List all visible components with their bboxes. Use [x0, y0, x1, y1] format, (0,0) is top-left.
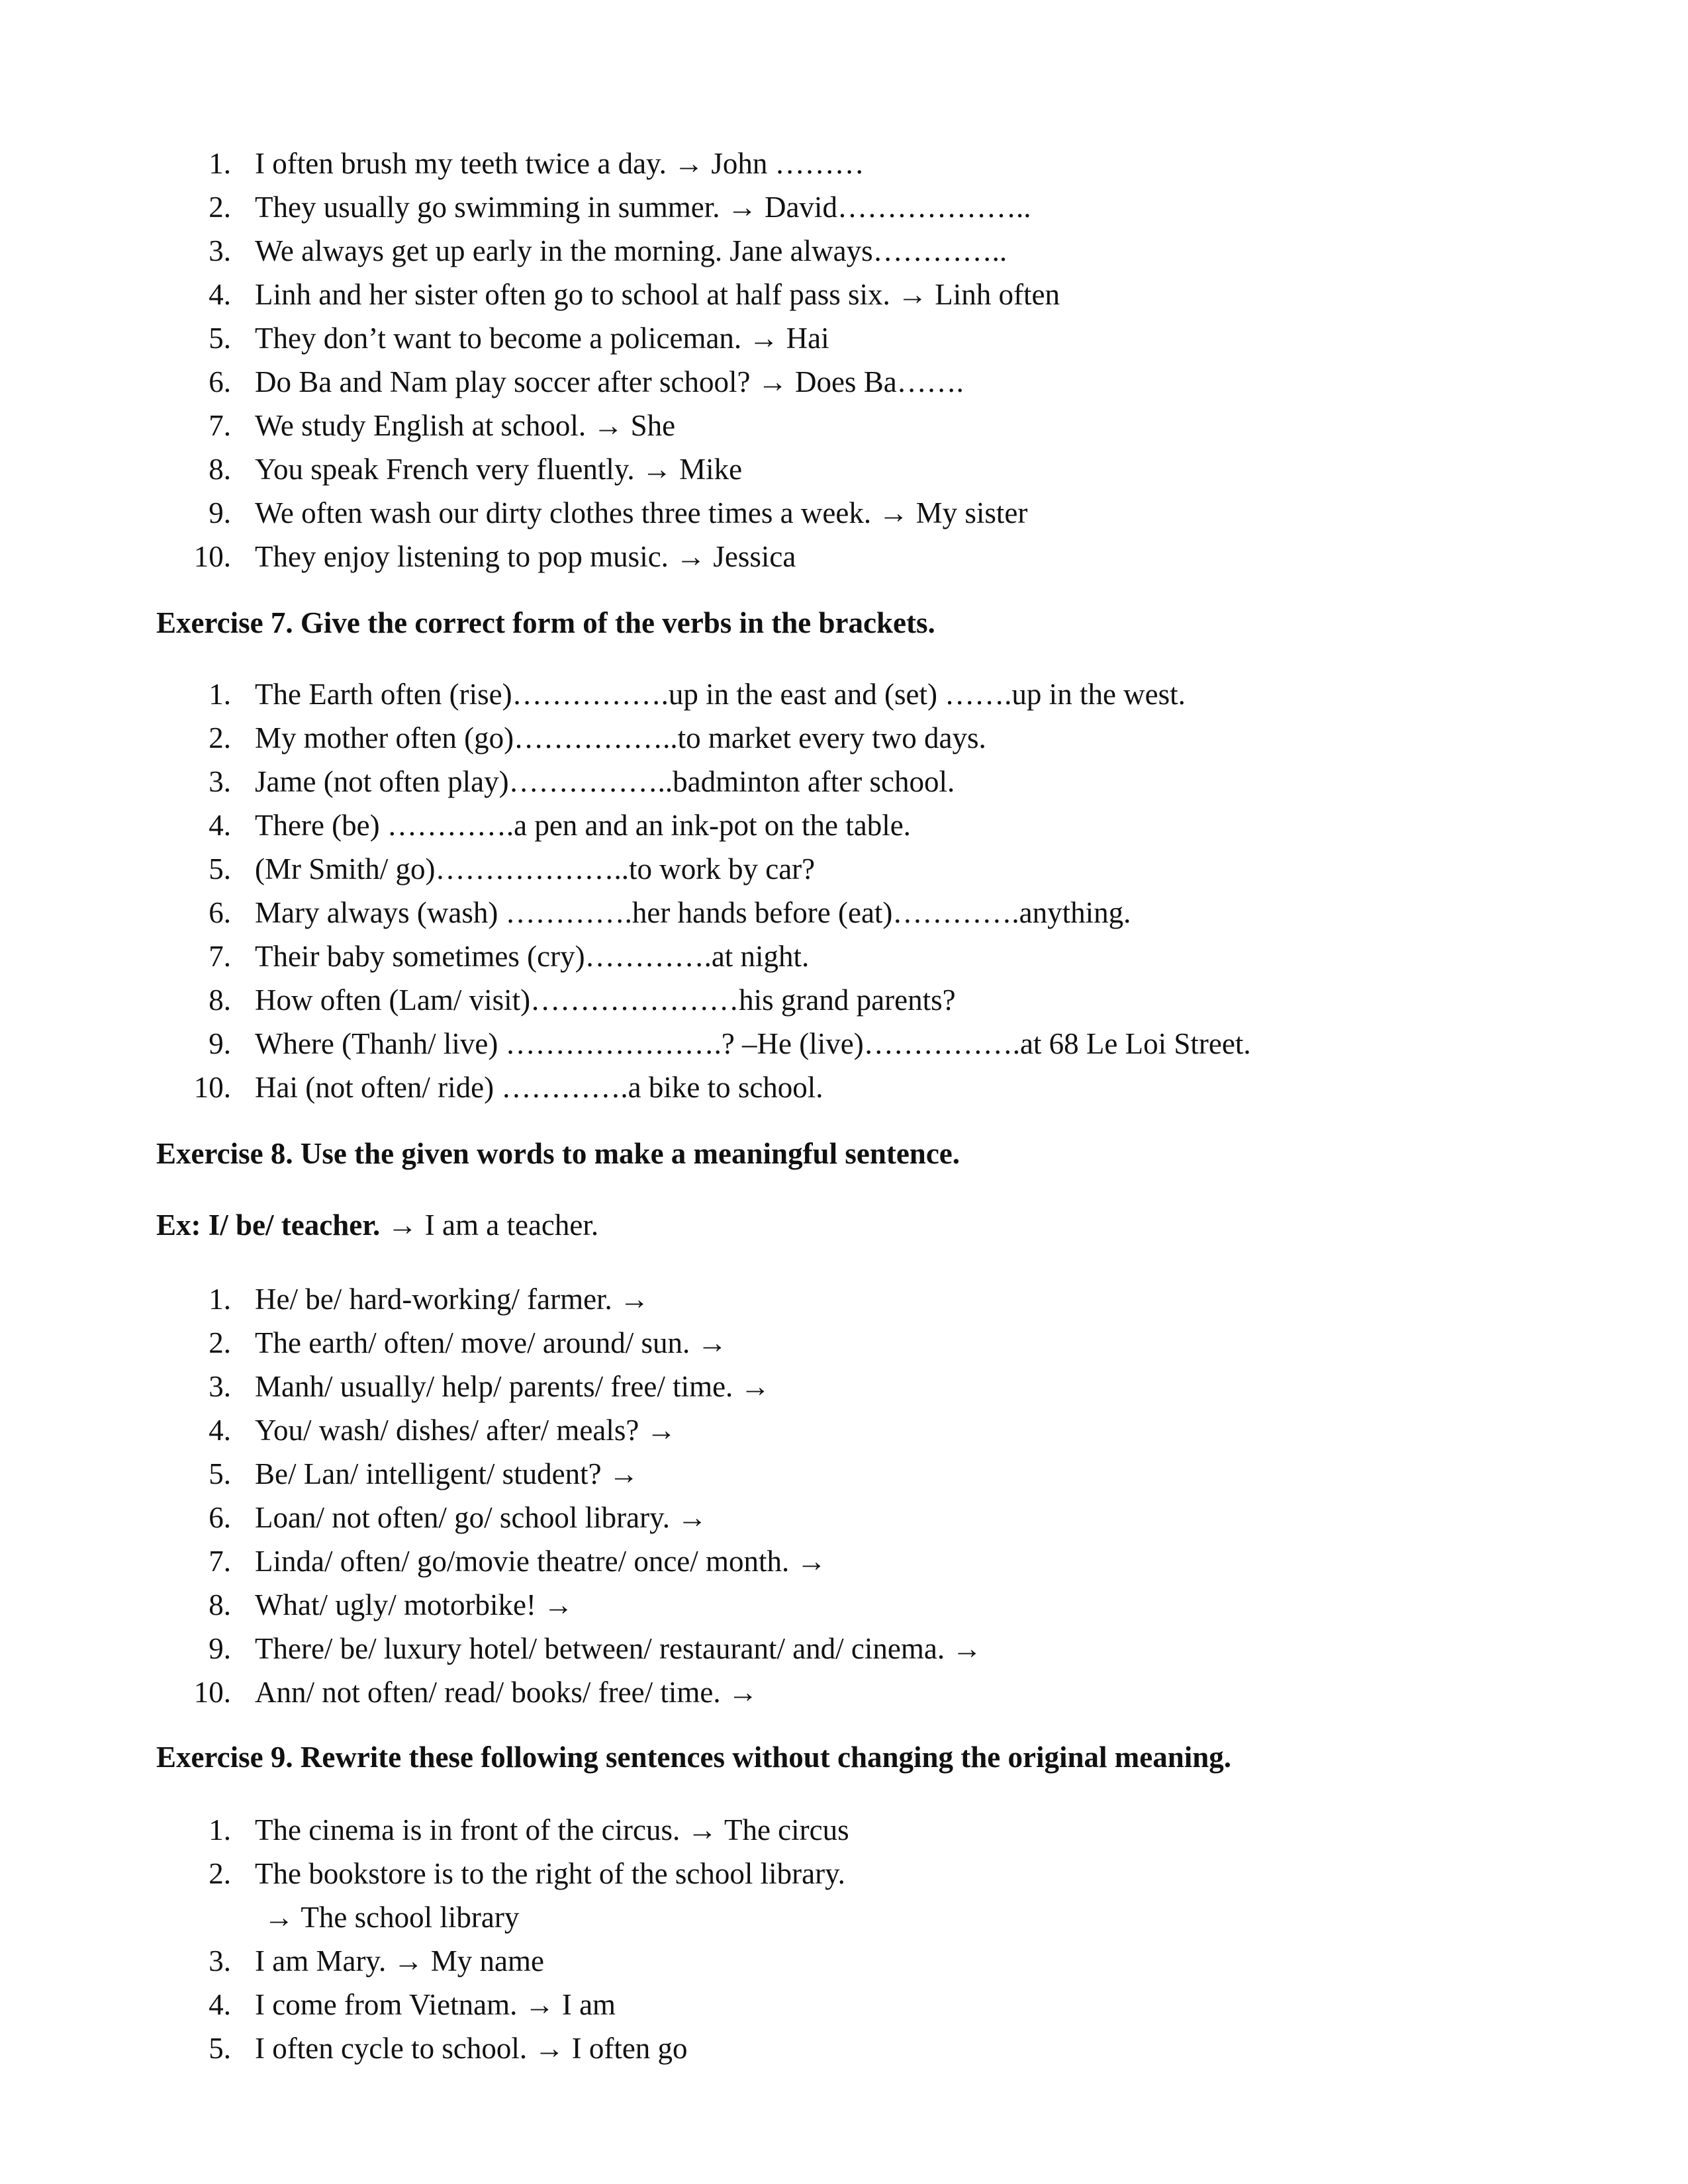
item-number: 7.: [209, 1545, 231, 1578]
item-number: 5.: [209, 2032, 231, 2065]
item-number: 2.: [209, 721, 231, 754]
list-item: [152, 185, 1542, 229]
list-item: [152, 934, 1542, 978]
item-number: 1.: [209, 147, 231, 180]
item-number: 9.: [209, 1632, 231, 1665]
list-item: [152, 760, 1542, 803]
item-number: 8.: [209, 453, 231, 486]
item-text: Their baby sometimes (cry)………….at night.: [255, 940, 810, 973]
list-item: [152, 891, 1542, 934]
exercise-8-example: [156, 1203, 598, 1247]
list-item: [152, 447, 1542, 491]
item-text: Manh/ usually/ help/ parents/ free/ time. →: [255, 1370, 771, 1403]
item-number: [152, 1895, 255, 1939]
item-number: 2.: [209, 1857, 231, 1890]
item-number: 8.: [209, 1588, 231, 1621]
list-item: [152, 1852, 1542, 1895]
item-number: 6.: [209, 1501, 231, 1534]
item-text: Jame (not often play)……………..badminton after school.: [255, 765, 955, 798]
item-number: 3.: [209, 1370, 231, 1403]
list-item: [152, 1983, 1542, 2026]
list-item: [152, 2026, 1542, 2070]
item-number: 1.: [209, 678, 231, 711]
item-text: Linh and her sister often go to school at half pass six. → Linh often: [255, 278, 1060, 311]
item-text: There (be) ………….a pen and an ink-pot on the table.: [255, 809, 911, 842]
item-text: You/ wash/ dishes/ after/ meals? →: [255, 1414, 677, 1447]
item-number: 6.: [209, 365, 231, 398]
list-item: [152, 1022, 1542, 1066]
item-number: 4.: [209, 809, 231, 842]
item-number: 2.: [209, 191, 231, 224]
item-number: 10.: [193, 540, 231, 573]
item-number: 4.: [209, 278, 231, 311]
list-item: [152, 847, 1542, 891]
list-item: [152, 1939, 1542, 1983]
item-text: We study English at school. → She: [255, 409, 676, 442]
item-number: 7.: [209, 409, 231, 442]
item-text: You speak French very fluently. → Mike: [255, 453, 743, 486]
exercise-8-heading: Exercise 8. Use the given words to make a meaningful sentence.: [156, 1137, 961, 1170]
list-item: [152, 1627, 1542, 1670]
item-text: There/ be/ luxury hotel/ between/ restaurant/ and/ cinema. →: [255, 1632, 982, 1665]
list-item: [152, 716, 1542, 760]
item-text: → The school library: [264, 1901, 520, 1934]
item-text: (Mr Smith/ go)………………..to work by car?: [255, 852, 816, 886]
item-number: 6.: [209, 896, 231, 929]
exercise-8-list: [152, 1277, 1542, 1714]
list-item: [152, 1277, 1542, 1321]
item-text: The Earth often (rise)…………….up in the east and (set) …….up in the west.: [255, 678, 1186, 711]
list-item: [152, 672, 1542, 716]
list-item: [152, 1408, 1542, 1452]
item-text: I often brush my teeth twice a day. → John ………: [255, 147, 865, 180]
item-number: 3.: [209, 234, 231, 267]
list-item: [152, 1365, 1542, 1408]
item-text: Where (Thanh/ live) ………………….? –He (live)…………….at 68 Le Loi Street.: [255, 1027, 1251, 1060]
item-text: We always get up early in the morning. Jane always…………..: [255, 234, 1008, 267]
item-number: 9.: [209, 1027, 231, 1060]
item-text: Hai (not often/ ride) ………….a bike to school.: [255, 1071, 823, 1104]
item-number: 1.: [209, 1283, 231, 1316]
list-item: [152, 491, 1542, 535]
item-text: What/ ugly/ motorbike! →: [255, 1588, 574, 1621]
list-item: [152, 803, 1542, 847]
item-number: 5.: [209, 1457, 231, 1490]
exercise-7-heading: Exercise 7. Give the correct form of the verbs in the brackets.: [156, 606, 935, 639]
exercise-9-list: [152, 1808, 1542, 2070]
exercise-6-list: [152, 142, 1542, 578]
list-item: [152, 1583, 1542, 1627]
item-text: Do Ba and Nam play soccer after school? → Does Ba…….: [255, 365, 964, 398]
item-text: The cinema is in front of the circus. → The circus: [255, 1813, 849, 1846]
list-item: [152, 1539, 1542, 1583]
list-item: [152, 1321, 1542, 1365]
list-item: [152, 404, 1542, 447]
list-item: [152, 535, 1542, 578]
list-item: [152, 316, 1542, 360]
list-item: [152, 1496, 1542, 1539]
item-text: He/ be/ hard-working/ farmer. →: [255, 1283, 650, 1316]
item-text: We often wash our dirty clothes three times a week. → My sister: [255, 496, 1028, 529]
exercise-7-list: [152, 672, 1542, 1109]
item-number: 1.: [209, 1813, 231, 1846]
item-number: 10.: [193, 1071, 231, 1104]
example-label: Ex: I/ be/ teacher.: [156, 1208, 381, 1242]
item-number: 4.: [209, 1414, 231, 1447]
item-number: 5.: [209, 322, 231, 355]
list-item-continuation: [152, 1895, 1542, 1939]
item-number: 7.: [209, 940, 231, 973]
item-number: 2.: [209, 1326, 231, 1359]
item-number: 3.: [209, 1944, 231, 1978]
item-number: 10.: [193, 1676, 231, 1709]
list-item: [152, 142, 1542, 185]
item-number: 4.: [209, 1988, 231, 2021]
item-number: 3.: [209, 765, 231, 798]
exercise-9-heading: Exercise 9. Rewrite these following sentences without changing the original meaning.: [156, 1741, 1232, 1774]
item-text: How often (Lam/ visit)…………………his grand parents?: [255, 983, 956, 1017]
item-text: The bookstore is to the right of the school library.: [255, 1857, 845, 1890]
list-item: [152, 1808, 1542, 1852]
item-text: They don’t want to become a policeman. → Hai: [255, 322, 829, 355]
item-text: Ann/ not often/ read/ books/ free/ time. →: [255, 1676, 758, 1709]
item-number: 5.: [209, 852, 231, 886]
list-item: [152, 360, 1542, 404]
list-item: [152, 1670, 1542, 1714]
item-text: Loan/ not often/ go/ school library. →: [255, 1501, 708, 1534]
list-item: [152, 1066, 1542, 1109]
item-text: I am Mary. → My name: [255, 1944, 544, 1978]
item-text: I often cycle to school. → I often go: [255, 2032, 688, 2065]
list-item: [152, 1452, 1542, 1496]
item-text: Mary always (wash) ………….her hands before (eat)………….anything.: [255, 896, 1131, 929]
item-text: I come from Vietnam. → I am: [255, 1988, 616, 2021]
item-text: The earth/ often/ move/ around/ sun. →: [255, 1326, 727, 1359]
list-item: [152, 273, 1542, 316]
item-text: They enjoy listening to pop music. → Jessica: [255, 540, 796, 573]
list-item: [152, 978, 1542, 1022]
item-number: 8.: [209, 983, 231, 1017]
item-text: They usually go swimming in summer. → David………………..: [255, 191, 1031, 224]
item-text: Linda/ often/ go/movie theatre/ once/ month. →: [255, 1545, 827, 1578]
item-text: Be/ Lan/ intelligent/ student? →: [255, 1457, 639, 1490]
item-text: My mother often (go)……………..to market every two days.: [255, 721, 986, 754]
item-number: 9.: [209, 496, 231, 529]
example-answer: → I am a teacher.: [380, 1208, 599, 1242]
list-item: [152, 229, 1542, 273]
